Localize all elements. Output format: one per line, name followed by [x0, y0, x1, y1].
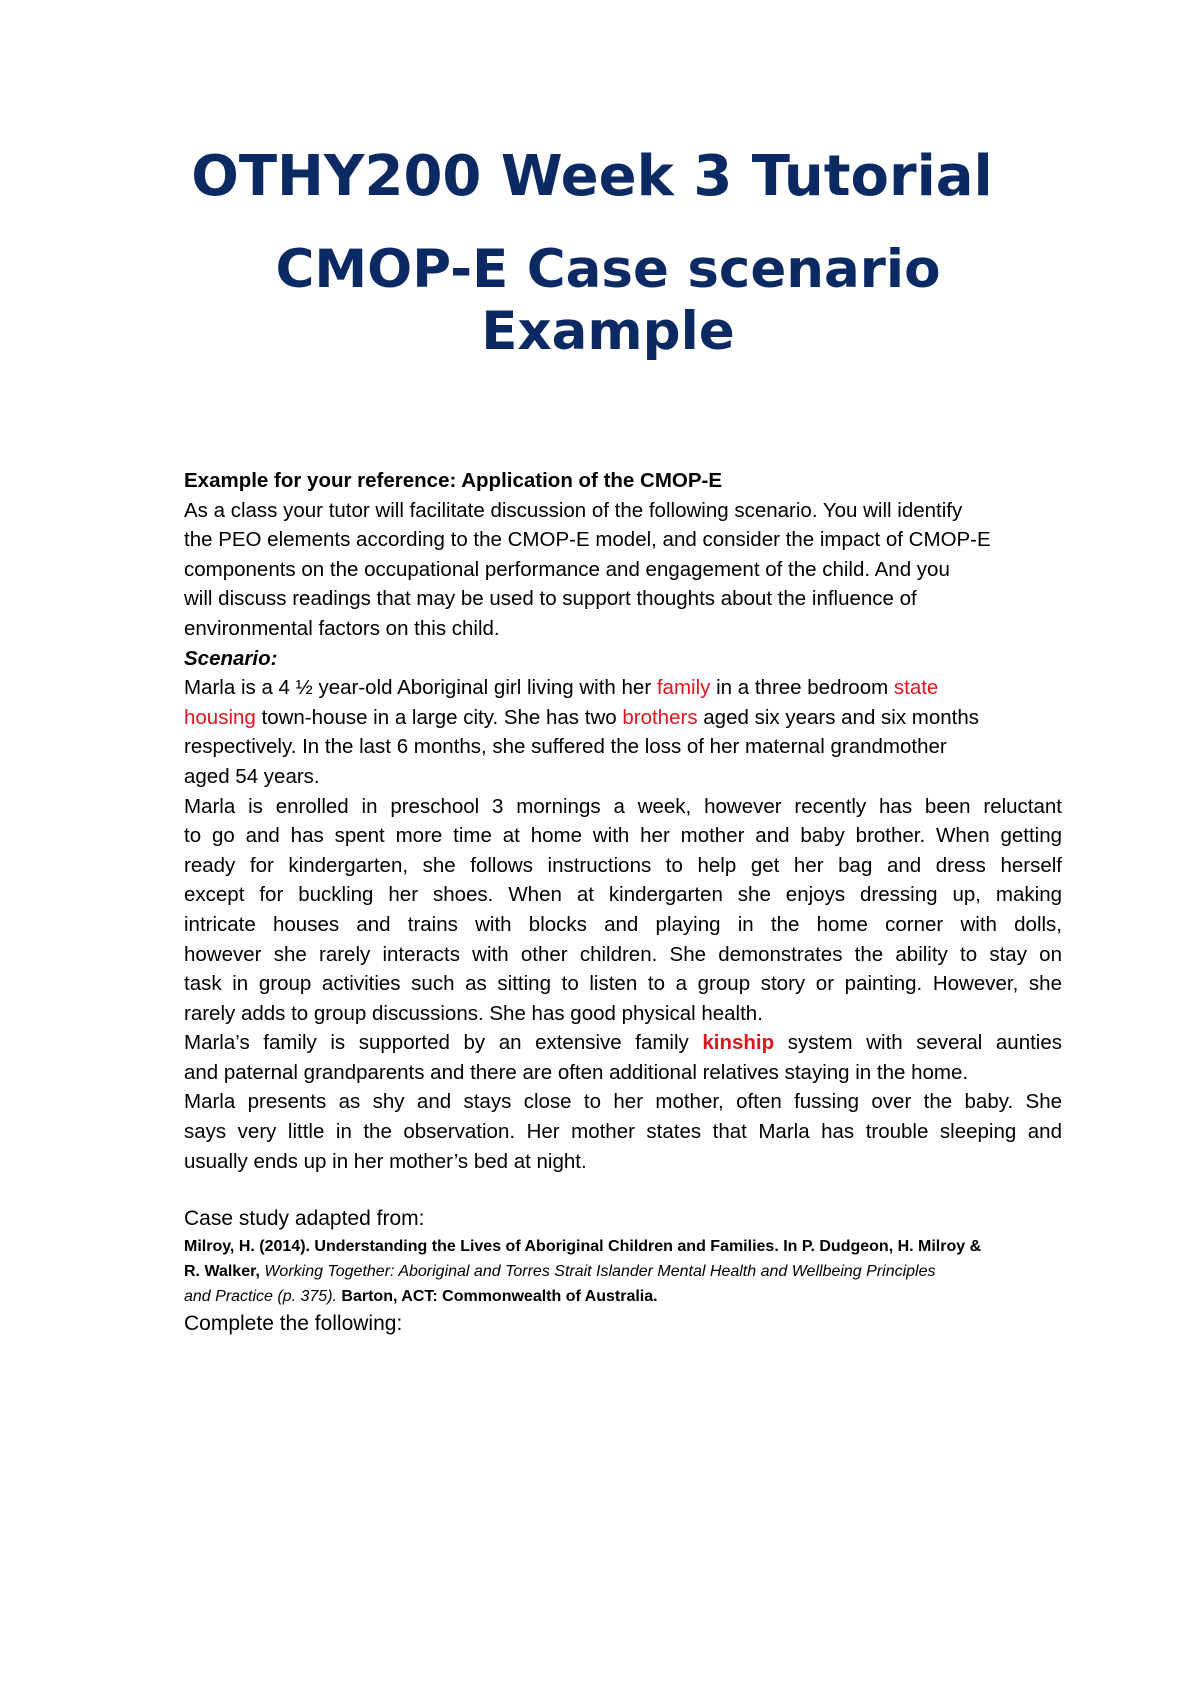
scenario-line: ready for kindergarten, she follows instructions to help get her bag and dress herself — [184, 853, 1062, 877]
scenario-line: Marla presents as shy and stays close to her mother, often fussing over the baby. She — [184, 1090, 1062, 1114]
scenario-line: usually ends up in her mother’s bed at night. — [184, 1149, 587, 1173]
scenario-line: Marla’s family is supported by an extensive family kinship system with several aunties — [184, 1031, 1062, 1055]
intro-line: components on the occupational performance and engagement of the child. And you — [184, 557, 950, 581]
highlight-kinship: kinship — [702, 1031, 775, 1055]
reference-line: R. Walker, Working Together: Aboriginal and Torres Strait Islander Mental Health and Wellbeing Principles — [184, 1262, 936, 1280]
intro-heading: Example for your reference: Application of the CMOP-E — [184, 469, 723, 492]
scenario-line: however she rarely interacts with other children. She demonstrates the ability to stay on — [184, 942, 1062, 966]
scenario-line: respectively. In the last 6 months, she suffered the loss of her maternal grandmother — [184, 735, 947, 759]
reference-line: Milroy, H. (2014). Understanding the Lives of Aboriginal Children and Families. In P. Dudgeon, H. Milroy & — [184, 1237, 982, 1255]
scenario-line: Marla is enrolled in preschool 3 mornings a week, however recently has been reluctant — [184, 794, 1062, 818]
intro-line: environmental factors on this child. — [184, 616, 500, 640]
scenario-line: except for buckling her shoes. When at kindergarten she enjoys dressing up, making — [184, 883, 1062, 907]
complete-the-following: Complete the following: — [184, 1311, 403, 1335]
intro-line: the PEO elements according to the CMOP-E model, and consider the impact of CMOP-E — [184, 528, 991, 552]
intro-line: will discuss readings that may be used to support thoughts about the influence of — [184, 587, 917, 611]
intro-line: As a class your tutor will facilitate discussion of the following scenario. You will identify — [184, 498, 963, 522]
scenario-line: intricate houses and trains with blocks and playing in the home corner with dolls, — [184, 912, 1062, 936]
title-line-2: CMOP-E Case scenario — [275, 239, 941, 300]
highlight-family: family — [656, 676, 711, 700]
scenario-line: says very little in the observation. Her mother states that Marla has trouble sleeping and — [184, 1120, 1062, 1144]
title-line-3: Example — [481, 301, 735, 362]
scenario-line: housing town-house in a large city. She has two brothers aged six years and six months — [184, 705, 980, 729]
scenario-line: rarely adds to group discussions. She has good physical health. — [184, 1001, 763, 1025]
highlight-brothers: brothers — [622, 705, 698, 729]
document-body — [184, 466, 1062, 1338]
scenario-line: task in group activities such as sitting to listen to a group story or painting. However, she — [184, 972, 1062, 996]
scenario-line: and paternal grandparents and there are often additional relatives staying in the home. — [184, 1060, 969, 1084]
scenario-line: to go and has spent more time at home with her mother and baby brother. When getting — [184, 824, 1062, 848]
reference-line: and Practice (p. 375). Barton, ACT: Commonwealth of Australia. — [184, 1287, 658, 1305]
title-line-1: OTHY200 Week 3 Tutorial — [191, 144, 993, 209]
highlight-housing: housing — [184, 705, 256, 729]
scenario-label: Scenario: — [184, 646, 278, 670]
reference-heading: Case study adapted from: — [184, 1207, 425, 1231]
scenario-line: Marla is a 4 ½ year-old Aboriginal girl living with her family in a three bedroom state — [184, 676, 939, 700]
highlight-state: state — [893, 676, 939, 700]
scenario-line: aged 54 years. — [184, 764, 320, 788]
